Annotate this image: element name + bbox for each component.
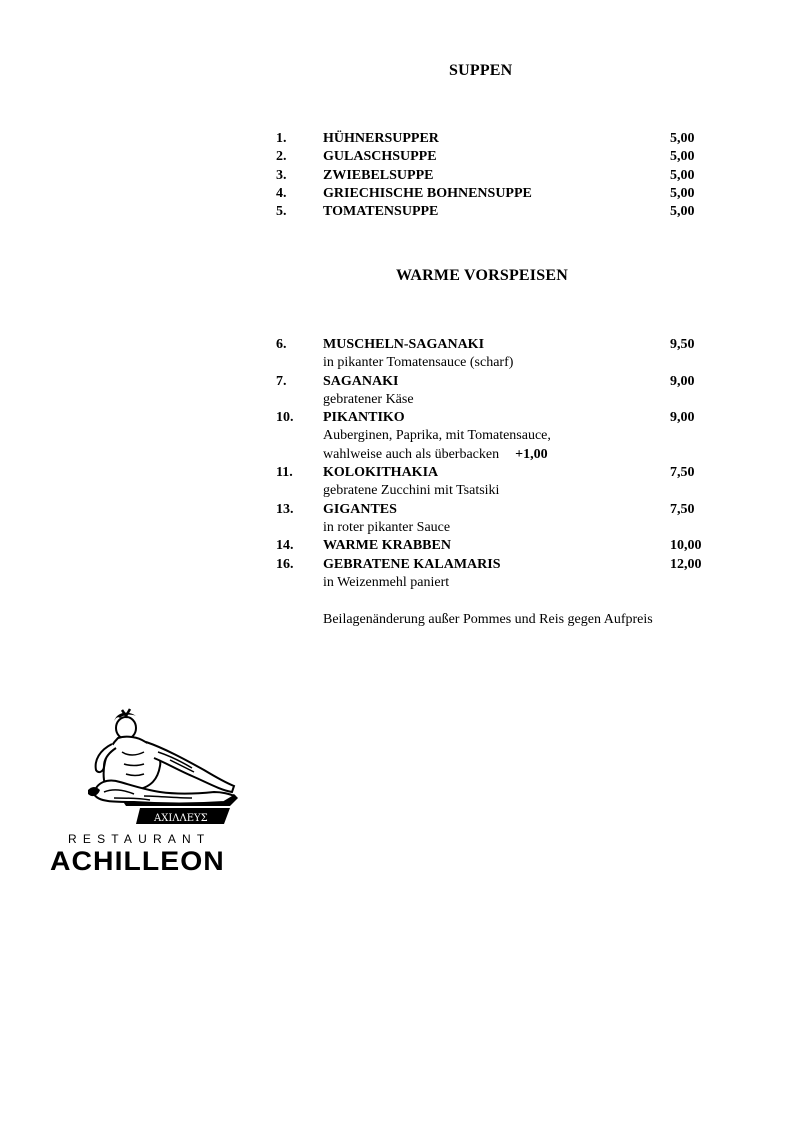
menu-item-row — [276, 167, 716, 185]
item-name: PIKANTIKO — [323, 410, 405, 426]
item-name: TOMATENSUPPE — [323, 204, 439, 220]
item-extra-price: +1,00 — [515, 446, 548, 462]
item-price: 10,00 — [670, 538, 702, 554]
item-name: WARME KRABBEN — [323, 538, 451, 554]
achilles-statue-image — [74, 708, 244, 830]
menu-item-row — [276, 148, 716, 166]
section-title-suppen: SUPPEN — [449, 62, 513, 79]
item-name: GULASCHSUPPE — [323, 149, 437, 165]
item-description — [276, 574, 716, 592]
item-price: 5,00 — [670, 131, 695, 146]
menu-item-row — [276, 373, 716, 391]
item-name: KOLOKITHAKIA — [323, 465, 439, 481]
item-number: 10. — [276, 410, 294, 426]
item-name: GRIECHISCHE BOHNENSUPPE — [323, 185, 532, 201]
item-description — [276, 427, 716, 445]
item-price: 9,50 — [670, 337, 695, 352]
item-name: GEBRATENE KALAMARIS — [323, 556, 501, 572]
item-description — [276, 482, 716, 500]
item-name: GIGANTES — [323, 501, 397, 517]
item-description-text: in Weizenmehl paniert — [323, 574, 450, 590]
item-price: 7,50 — [670, 501, 695, 517]
logo-brand-name: ACHILLEON — [50, 846, 225, 876]
soup-list — [276, 130, 716, 221]
menu-item-row — [276, 409, 716, 427]
item-number: 11. — [276, 465, 293, 481]
menu-item-row — [276, 537, 716, 555]
menu-item-row — [276, 203, 716, 221]
item-price: 5,00 — [670, 185, 695, 201]
menu-item-row — [276, 464, 716, 482]
menu-item-row — [276, 336, 716, 354]
item-price: 12,00 — [670, 556, 702, 572]
warm-starters-list — [276, 336, 716, 592]
item-description-text: Auberginen, Paprika, mit Tomatensauce, — [323, 428, 551, 444]
item-price: 7,50 — [670, 465, 695, 481]
item-number: 3. — [276, 167, 287, 183]
item-description-text: gebratener Käse — [323, 391, 414, 407]
item-name: HÜHNERSUPPER — [323, 131, 439, 146]
item-number: 1. — [276, 131, 287, 146]
item-price: 9,00 — [670, 373, 695, 389]
item-name: MUSCHELN-SAGANAKI — [323, 337, 485, 352]
item-description — [276, 519, 716, 537]
item-name: ZWIEBELSUPPE — [323, 167, 434, 183]
item-number: 2. — [276, 149, 287, 165]
item-price: 5,00 — [670, 167, 695, 183]
item-number: 7. — [276, 373, 287, 389]
item-number: 16. — [276, 556, 294, 572]
item-price: 5,00 — [670, 149, 695, 165]
menu-item-row — [276, 185, 716, 203]
item-number: 4. — [276, 185, 287, 201]
item-number: 13. — [276, 501, 294, 517]
item-price: 5,00 — [670, 204, 695, 220]
plinth-inscription: ΑΧΙΛΛΕΥΣ — [154, 813, 208, 824]
item-description-text: in pikanter Tomatensauce (scharf) — [323, 355, 514, 371]
item-name: SAGANAKI — [323, 373, 399, 389]
item-description-text: wahlweise auch als überbacken — [323, 446, 500, 462]
item-price: 9,00 — [670, 410, 695, 426]
item-description-text: gebratene Zucchini mit Tsatsiki — [323, 483, 500, 499]
item-description — [276, 391, 716, 409]
item-number: 6. — [276, 337, 287, 352]
logo-restaurant-label: RESTAURANT — [68, 832, 211, 846]
item-description-text: in roter pikanter Sauce — [323, 519, 451, 535]
menu-item-row — [276, 556, 716, 574]
menu-item-row — [276, 130, 716, 148]
item-number: 14. — [276, 538, 294, 554]
item-description — [276, 354, 716, 372]
item-number: 5. — [276, 204, 287, 220]
item-description — [276, 446, 716, 464]
side-dish-note: Beilagenänderung außer Pommes und Reis gegen Aufpreis — [323, 612, 653, 627]
restaurant-logo — [48, 708, 248, 878]
menu-item-row — [276, 501, 716, 519]
section-title-warme-vorspeisen: WARME VORSPEISEN — [396, 267, 568, 284]
